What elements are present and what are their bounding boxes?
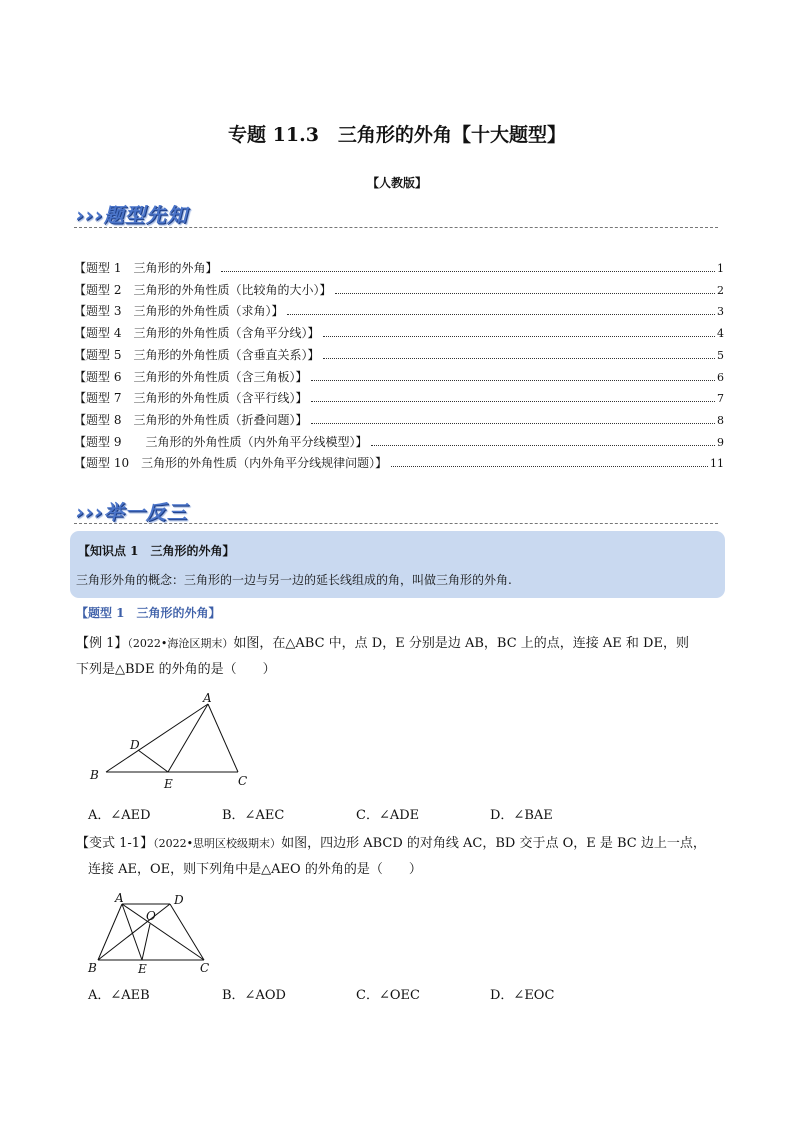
point-label-d: D [174,893,184,907]
knowledge-point-text: 三角形外角的概念：三角形的一边与另一边的延长线组成的角，叫做三角形的外角. [76,573,512,587]
toc-item[interactable]: 【题型 6 三角形的外角性质（含三角板）】 6 [74,369,724,384]
toc-item[interactable]: 【题型 7 三角形的外角性质（含平行线）】 7 [74,391,724,406]
option-c[interactable]: C．∠OEC [356,988,420,1003]
question-source: （2022•思明区校级期末） [153,837,282,850]
toc-item[interactable]: 【题型 10 三角形的外角性质（内外角平分线规律问题）】 11 [74,456,724,471]
variant-tag: 【变式 1-1】 [76,836,154,851]
point-label-d: D [130,738,140,752]
segment-dc [170,904,204,960]
question-source: （2022•海沧区期末） [127,637,234,650]
option-d[interactable]: D．∠BAE [490,808,553,823]
toc-item[interactable]: 【题型 1 三角形的外角】 1 [74,261,724,275]
option-c[interactable]: C．∠ADE [356,808,420,823]
point-label-b: B [90,768,99,782]
segment-ae [168,704,208,772]
point-label-o: O [146,909,156,923]
example-tag: 【例 1】 [76,636,128,651]
segment-ac [208,704,238,772]
page-title: 专题 11.3 三角形的外角【十大题型】 [228,124,566,146]
option-b[interactable]: B．∠AOD [222,988,286,1003]
point-label-e: E [164,777,173,791]
toc-item[interactable]: 【题型 4 三角形的外角性质（含角平分线）】 4 [74,326,724,341]
toc-item[interactable]: 【题型 3 三角形的外角性质（求角）】 3 [74,304,724,319]
option-a[interactable]: A．∠AED [88,808,151,823]
toc-item[interactable]: 【题型 8 三角形的外角性质（折叠问题）】 8 [74,412,724,427]
section-divider [74,227,718,228]
option-d[interactable]: D．∠EOC [490,988,555,1003]
variant-1-1-options [88,984,624,1003]
edition-label: 【人教版】 [366,176,427,190]
point-label-c: C [238,774,248,788]
option-a[interactable]: A．∠AEB [88,988,150,1003]
segment-de [138,750,168,772]
option-b[interactable]: B．∠AEC [222,808,285,823]
example-1-figure [84,692,254,796]
section-divider [74,523,718,524]
point-label-a: A [203,692,212,705]
segment-ab [106,704,208,772]
section-banner-practice: ›››举一反三 [76,500,188,524]
segment-oe [142,924,150,960]
point-label-b: B [88,961,97,975]
toc-item[interactable]: 【题型 2 三角形的外角性质（比较角的大小）】 2 [74,282,724,297]
point-label-e: E [138,962,147,976]
example-1-question: 【例 1】（2022•海沧区期末）如图，在△ABC 中，点 D，E 分别是边 AB，BC 上的点，连接 AE 和 DE，则 下列是△BDE 的外角的是（ ） [76,636,689,677]
toc-item[interactable]: 【题型 5 三角形的外角性质（含垂直关系）】 5 [74,347,724,362]
example-1-options [88,804,624,823]
variant-1-1-question: 【变式 1-1】（2022•思明区校级期末）如图，四边形 ABCD 的对角线 AC，BD 交于点 O，E 是 BC 边上一点， 连接 AE，OE，则下列角中是△AEO 的外角的是（ ） [76,836,706,877]
question-type-heading: 【题型 1 三角形的外角】 [76,606,221,620]
section-banner-preview: ›››题型先知 [76,203,188,227]
segment-ab [98,904,122,960]
knowledge-point-title: 【知识点 1 三角形的外角】 [78,544,235,558]
toc-item[interactable]: 【题型 9 三角形的外角性质（内外角平分线模型）】 9 [74,434,724,449]
table-of-contents [74,258,724,475]
segment-ae [122,904,142,960]
variant-1-1-figure [84,890,234,976]
point-label-a: A [115,891,124,905]
point-label-c: C [200,961,210,975]
